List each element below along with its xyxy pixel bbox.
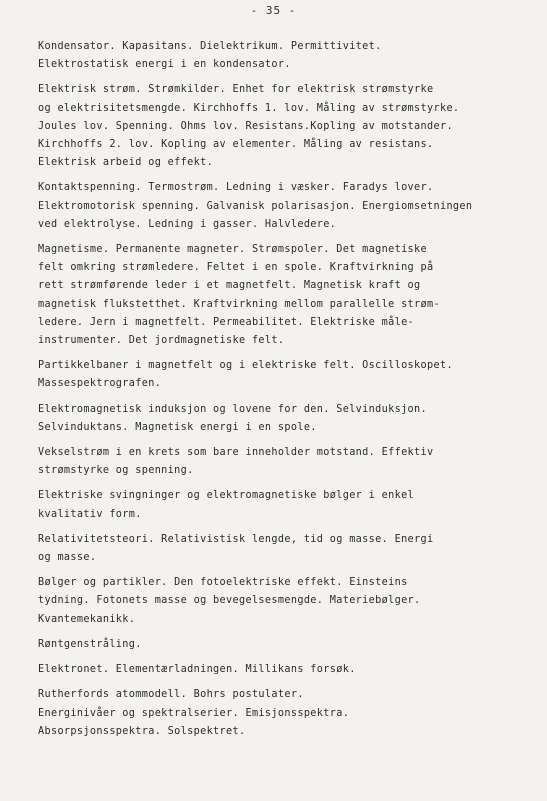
text-line: ved elektrolyse. Ledning i gasser. Halvledere. — [38, 218, 337, 230]
text-line: Vekselstrøm i en krets som bare inneholder motstand. Effektiv — [38, 447, 434, 459]
syllabus-text — [38, 38, 543, 748]
text-line: Elektromagnetisk induksjon og lovene for den. Selvinduksjon. — [38, 403, 428, 415]
text-line: Elektromotorisk spenning. Galvanisk polarisasjon. Energiomsetningen — [38, 200, 473, 212]
paragraph — [38, 38, 543, 74]
paragraph — [38, 661, 543, 679]
paragraph — [38, 531, 543, 567]
text-line: Røntgenstråling. — [38, 638, 142, 650]
text-line: Kvantemekanikk. — [38, 613, 136, 625]
text-line: Absorpsjonsspektra. Solspektret. — [38, 725, 246, 737]
text-line: Joules lov. Spenning. Ohms lov. Resistans.Kopling av motstander. — [38, 120, 453, 132]
paragraph — [38, 686, 543, 741]
text-line: felt omkring strømledere. Feltet i en spole. Kraftvirkning på — [38, 262, 434, 274]
text-line: rett strømførende leder i et magnetfelt. Magnetisk kraft og — [38, 280, 421, 292]
paragraph — [38, 81, 543, 172]
paragraph — [38, 179, 543, 234]
text-line: strømstyrke og spenning. — [38, 465, 194, 477]
text-line: Partikkelbaner i magnetfelt og i elektriske felt. Oscilloskopet. — [38, 360, 453, 372]
page-number: - 35 - — [250, 4, 297, 17]
text-line: Elektronet. Elementærladningen. Millikans forsøk. — [38, 664, 356, 676]
text-line: Relativitetsteori. Relativistisk lengde, tid og masse. Energi — [38, 533, 434, 545]
text-line: Elektriske svingninger og elektromagnetiske bølger i enkel — [38, 490, 415, 502]
paragraph — [38, 357, 543, 393]
text-line: tydning. Fotonets masse og bevegelsesmengde. Materiebølger. — [38, 595, 421, 607]
text-line: magnetisk flukstetthet. Kraftvirkning mellom parallelle strøm- — [38, 298, 440, 310]
text-line: Rutherfords atommodell. Bohrs postulater. — [38, 689, 304, 701]
text-line: kvalitativ form. — [38, 508, 142, 520]
text-line: Magnetisme. Permanente magneter. Strømspoler. Det magnetiske — [38, 244, 428, 256]
text-line: Elektrisk arbeid og effekt. — [38, 157, 214, 169]
text-line: Kondensator. Kapasitans. Dielektrikum. Permittivitet. — [38, 41, 382, 52]
paragraph — [38, 636, 543, 654]
paragraph — [38, 574, 543, 629]
paragraph — [38, 444, 543, 480]
paragraph — [38, 487, 543, 523]
text-line: Kirchhoffs 2. lov. Kopling av elementer. Måling av resistans. — [38, 139, 434, 151]
text-line: Energinivåer og spektralserier. Emisjonsspektra. — [38, 707, 350, 719]
text-line: Elektrostatisk energi i en kondensator. — [38, 59, 291, 71]
text-line: ledere. Jern i magnetfelt. Permeabilitet. Elektriske måle- — [38, 316, 415, 328]
paragraph — [38, 401, 543, 437]
text-line: og masse. — [38, 552, 97, 564]
text-line: Bølger og partikler. Den fotoelektriske effekt. Einsteins — [38, 577, 408, 589]
text-line: Massespektrografen. — [38, 378, 162, 390]
text-line: Kontaktspenning. Termostrøm. Ledning i væsker. Faradys lover. — [38, 182, 434, 194]
text-line: Selvinduktans. Magnetisk energi i en spole. — [38, 421, 317, 433]
text-line: Elektrisk strøm. Strømkilder. Enhet for elektrisk strømstyrke — [38, 84, 434, 96]
text-line: og elektrisitetsmengde. Kirchhoffs 1. lov. Måling av strømstyrke. — [38, 102, 460, 114]
text-line: instrumenter. Det jordmagnetiske felt. — [38, 335, 285, 347]
paragraph — [38, 241, 543, 350]
